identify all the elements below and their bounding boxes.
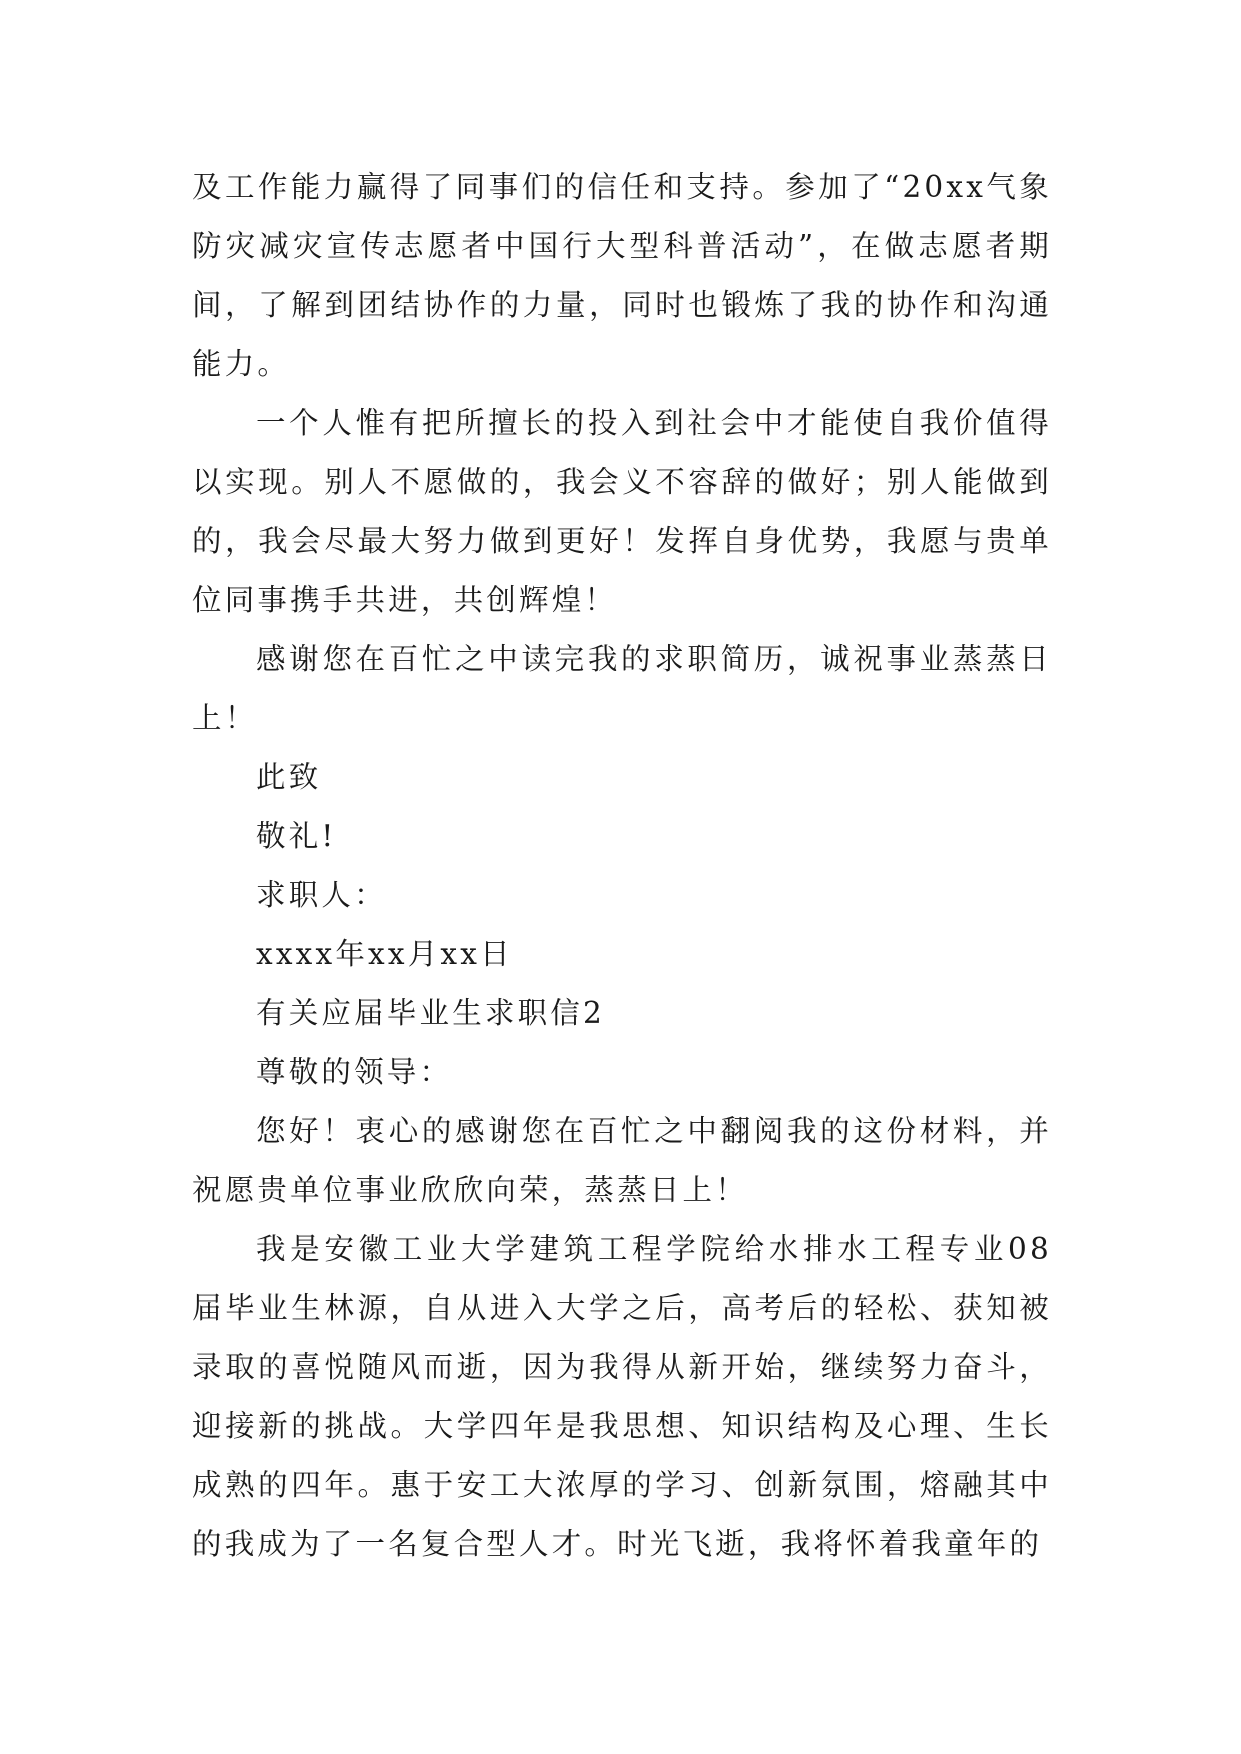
paragraph-thanks: 感谢您在百忙之中读完我的求职简历，诚祝事业蒸蒸日上！ [192,642,1052,735]
closing-salutation: 此致 [256,760,322,794]
letter2-paragraph-intro: 我是安徽工业大学建筑工程学院给水排水工程专业08届毕业生林源，自从进入大学之后，高考后的轻松、获知被录取的喜悦随风而逝，因为我得从新开始，继续努力奋斗，迎接新的挑战。大学四年是我思想、知识结构及心理、生长成熟的四年。惠于安工大浓厚的学习、创新氛围，熔融其中的我成为了一名复合型人才。时光飞逝，我将怀着我童年的 [192,1232,1052,1561]
letter2-paragraph-hello: 您好！衷心的感谢您在百忙之中翻阅我的这份材料，并祝愿贵单位事业欣欣向荣，蒸蒸日上！ [192,1114,1052,1207]
letter2-title: 有关应届毕业生求职信2 [256,996,605,1030]
letter2-greeting: 尊敬的领导： [256,1055,453,1089]
closing-regards: 敬礼! [256,819,337,853]
paragraph-self-value: 一个人惟有把所擅长的投入到社会中才能使自我价值得以实现。别人不愿做的，我会义不容辞的做好；别人能做到的，我会尽最大努力做到更好！发挥自身优势，我愿与贵单位同事携手共进，共创辉煌！ [192,406,1052,617]
paragraph-volunteer: 及工作能力赢得了同事们的信任和支持。参加了“20xx气象防灾减灾宣传志愿者中国行大型科普活动”，在做志愿者期间，了解到团结协作的力量，同时也锻炼了我的协作和沟通能力。 [192,170,1052,381]
applicant-label: 求职人： [256,878,387,912]
document-body [192,158,1052,1574]
letter-date: xxxx年xx月xx日 [256,937,513,971]
